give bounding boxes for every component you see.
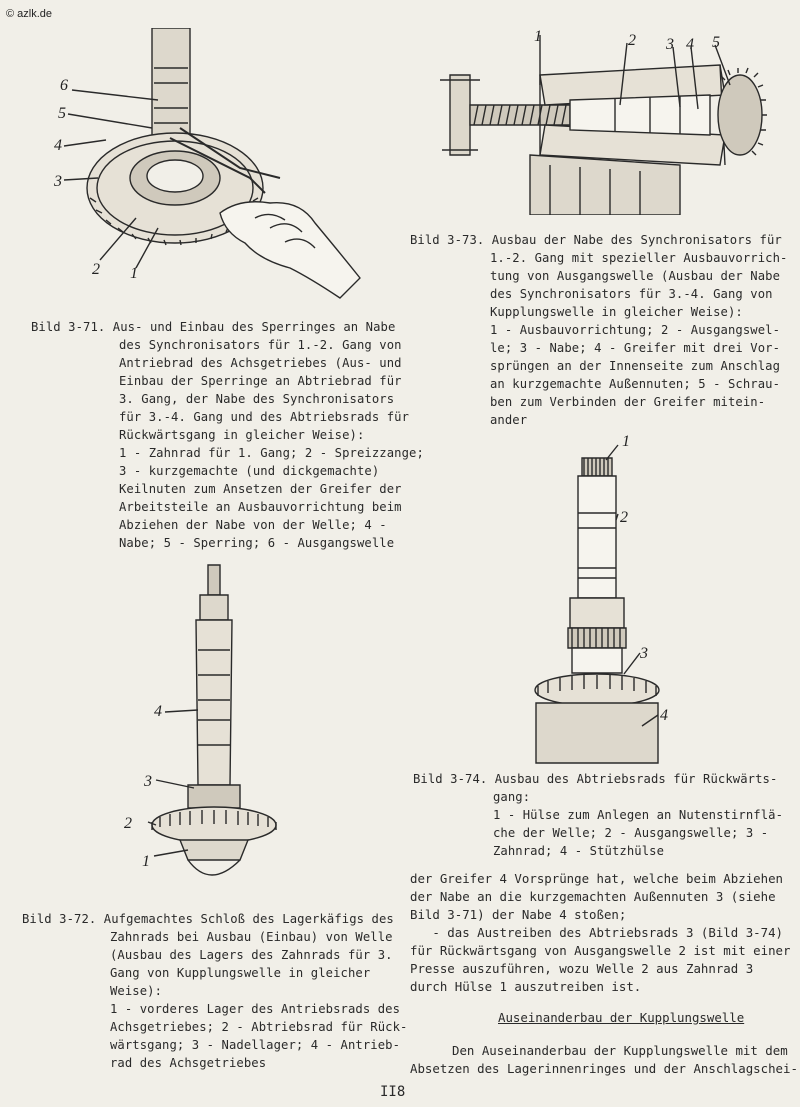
caption-line: 3 - kurzgemachte (und dickgemachte) bbox=[119, 464, 380, 478]
caption-line: Abziehen der Nabe von der Welle; 4 - bbox=[119, 518, 387, 532]
caption-line: für 3.-4. Gang und des Abtriebsrads für bbox=[119, 410, 410, 424]
page-number: II8 bbox=[380, 1084, 406, 1100]
fig73-label-4: 4 bbox=[686, 36, 694, 53]
caption-line: Bild 3-73. Ausbau der Nabe des Synchronisators für bbox=[410, 233, 782, 247]
watermark: © azlk.de bbox=[6, 8, 53, 20]
fig72-label-2: 2 bbox=[124, 815, 132, 832]
section-heading: Auseinanderbau der Kupplungswelle bbox=[498, 1010, 745, 1025]
fig74-label-1: 1 bbox=[622, 433, 630, 450]
caption-line: Kupplungswelle in gleicher Weise): bbox=[490, 305, 743, 319]
caption-line: wärtsgang; 3 - Nadellager; 4 - Antrieb- bbox=[110, 1038, 401, 1052]
caption-line: Arbeitsteile an Ausbauvorrichtung beim bbox=[119, 500, 402, 514]
caption-line: (Ausbau des Lagers des Zahnrads für 3. bbox=[110, 948, 393, 962]
fig73-label-5: 5 bbox=[712, 34, 720, 51]
caption-line: 1 - vorderes Lager des Antriebsrads des bbox=[110, 1002, 401, 1016]
fig73-label-3: 3 bbox=[666, 36, 674, 53]
fig71-label-3: 3 bbox=[54, 173, 62, 190]
body-line: Presse auszuführen, wozu Welle 2 aus Zahnrad 3 bbox=[410, 961, 754, 976]
caption-line: Weise): bbox=[110, 984, 163, 998]
figure-3-74 bbox=[520, 428, 680, 768]
fig72-label-1: 1 bbox=[142, 853, 150, 870]
caption-line: Antriebrad des Achsgetriebes (Aus- und bbox=[119, 356, 402, 370]
caption-line: 3. Gang, der Nabe des Synchronisators bbox=[119, 392, 395, 406]
caption-line: Zahnrads bei Ausbau (Einbau) von Welle bbox=[110, 930, 393, 944]
caption-3-72 bbox=[22, 910, 408, 1072]
figure-3-72 bbox=[110, 560, 280, 890]
body-line: - das Austreiben des Abtriebsrads 3 (Bild 3-74) bbox=[410, 925, 783, 940]
caption-line: Einbau der Sperringe an Abtriebrad für bbox=[119, 374, 402, 388]
caption-line: Keilnuten zum Ansetzen der Greifer der bbox=[119, 482, 402, 496]
caption-3-74 bbox=[413, 770, 788, 860]
caption-line: sprüngen an der Innenseite zum Anschlag bbox=[490, 359, 781, 373]
fig73-label-2: 2 bbox=[628, 32, 636, 49]
caption-3-73 bbox=[410, 231, 790, 429]
figure-3-73 bbox=[420, 25, 790, 215]
body-line: der Greifer 4 Vorsprünge hat, welche beim Abziehen bbox=[410, 871, 783, 886]
caption-line: 1 - Zahnrad für 1. Gang; 2 - Spreizzange; bbox=[119, 446, 424, 460]
caption-line: rad des Achsgetriebes bbox=[110, 1056, 267, 1070]
caption-line: an kurzgemachte Außennuten; 5 - Schrau- bbox=[490, 377, 781, 391]
body-paragraph-2 bbox=[410, 1042, 798, 1078]
fig71-label-4: 4 bbox=[54, 137, 62, 154]
caption-line: 1 - Ausbauvorrichtung; 2 - Ausgangswel- bbox=[490, 323, 781, 337]
fig74-label-2: 2 bbox=[620, 509, 628, 526]
fig74-label-3: 3 bbox=[640, 645, 648, 662]
body-line: für Rückwärtsgang von Ausgangswelle 2 ist mit einer bbox=[410, 943, 791, 958]
caption-line: Bild 3-72. Aufgemachtes Schloß des Lagerkäfigs des bbox=[22, 912, 394, 926]
body-line: Den Auseinanderbau der Kupplungswelle mit dem bbox=[452, 1043, 788, 1058]
fig72-label-3: 3 bbox=[144, 773, 152, 790]
fig74-label-4: 4 bbox=[660, 707, 668, 724]
body-line: durch Hülse 1 auszutreiben ist. bbox=[410, 979, 642, 994]
caption-line: Bild 3-74. Ausbau des Abtriebsrads für Rückwärts- bbox=[413, 772, 778, 786]
caption-line: Achsgetriebes; 2 - Abtriebsrad für Rück- bbox=[110, 1020, 408, 1034]
fig72-label-4: 4 bbox=[154, 703, 162, 720]
caption-line: tung von Ausgangswelle (Ausbau der Nabe bbox=[490, 269, 781, 283]
caption-line: Rückwärtsgang in gleicher Weise): bbox=[119, 428, 365, 442]
caption-line: le; 3 - Nabe; 4 - Greifer mit drei Vor- bbox=[490, 341, 781, 355]
body-line: Absetzen des Lagerinnenringes und der Anschlagschei- bbox=[410, 1061, 798, 1076]
caption-line: des Synchronisators für 3.-4. Gang von bbox=[490, 287, 773, 301]
caption-line: 1 - Hülse zum Anlegen an Nutenstirnflä- bbox=[493, 808, 784, 822]
fig71-label-2: 2 bbox=[92, 261, 100, 278]
fig73-label-1: 1 bbox=[534, 28, 542, 45]
caption-3-71 bbox=[31, 318, 424, 552]
caption-line: gang: bbox=[493, 790, 531, 804]
caption-line: Gang von Kupplungswelle in gleicher bbox=[110, 966, 371, 980]
caption-line: Zahnrad; 4 - Stützhülse bbox=[493, 844, 665, 858]
caption-line: Nabe; 5 - Sperring; 6 - Ausgangswelle bbox=[119, 536, 395, 550]
caption-line: che der Welle; 2 - Ausgangswelle; 3 - bbox=[493, 826, 769, 840]
caption-line: ander bbox=[490, 413, 528, 427]
caption-line: des Synchronisators für 1.-2. Gang von bbox=[119, 338, 402, 352]
body-paragraph bbox=[410, 870, 795, 996]
fig71-label-1: 1 bbox=[130, 265, 138, 282]
figure-3-71 bbox=[40, 28, 370, 303]
caption-line: ben zum Verbinden der Greifer mitein- bbox=[490, 395, 766, 409]
body-line: der Nabe an die kurzgemachten Außennuten 3 (siehe bbox=[410, 889, 776, 904]
fig71-label-5: 5 bbox=[58, 105, 66, 122]
caption-line: Bild 3-71. Aus- und Einbau des Sperringes an Nabe bbox=[31, 320, 396, 334]
body-line: Bild 3-71) der Nabe 4 stoßen; bbox=[410, 907, 627, 922]
fig71-label-6: 6 bbox=[60, 77, 68, 94]
caption-line: 1.-2. Gang mit spezieller Ausbauvorrich- bbox=[490, 251, 788, 265]
